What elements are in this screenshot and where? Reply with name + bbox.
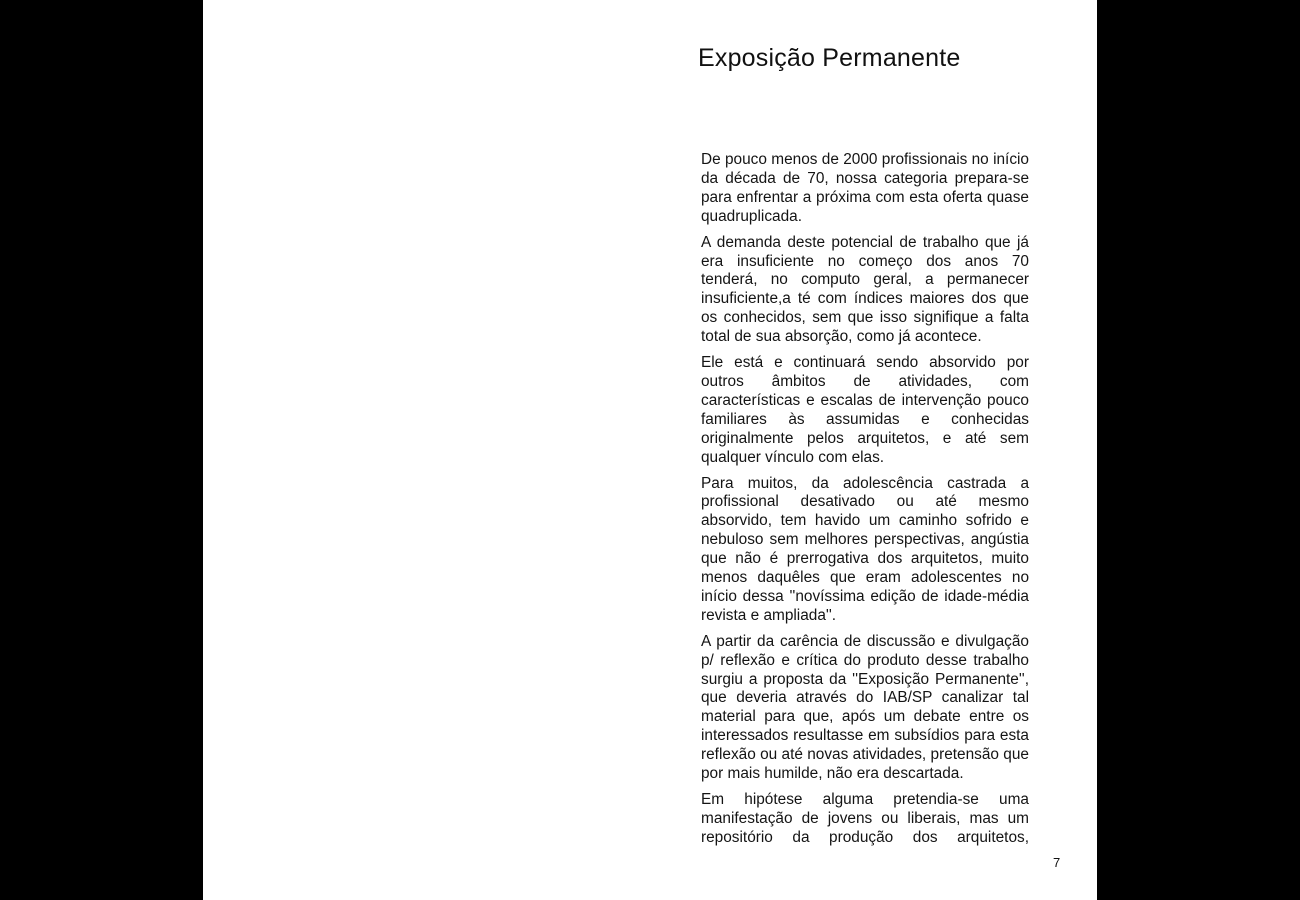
page-number: 7 [1053, 855, 1061, 870]
document-page [203, 0, 1097, 900]
paragraph: Para muitos, da adolescência castrada a profissional desativado ou até mesmo absorvido, tem havido um caminho sofrido e nebuloso sem melhores perspectivas, angústia que não é prerrogativa dos arquitetos, muito menos daquêles que eram adolescentes no início dessa ''novíssima edição de idade-média revista e ampliada''. [701, 474, 1029, 624]
paragraph: De pouco menos de 2000 profissionais no início da década de 70, nossa categoria prepara-se para enfrentar a próxima com esta oferta quase quadruplicada. [701, 151, 1029, 225]
paragraph: Em hipótese alguma pretendia-se uma manifestação de jovens ou liberais, mas um repositório da produção dos arquitetos, [701, 791, 1029, 846]
page-title: Exposição Permanente [698, 44, 961, 72]
paragraph: A demanda deste potencial de trabalho que já era insuficiente no começo dos anos 70 tenderá, no computo geral, a permanecer insuficiente,a té com índices maiores dos que os conhecidos, sem que isso signifique a falta total de sua absorção, como já acontece. [701, 233, 1029, 346]
paragraph: A partir da carência de discussão e divulgação p/ reflexão e crítica do produto desse trabalho surgiu a proposta da ''Exposição Permanente'', que deveria através do IAB/SP canalizar tal material para que, após um debate entre os interessados resultasse em subsídios para esta reflexão ou até novas atividades, pretensão que por mais humilde, não era descartada. [701, 632, 1029, 783]
paragraph: Ele está e continuará sendo absorvido por outros âmbitos de atividades, com características e escalas de intervenção pouco familiares às assumidas e conhecidas originalmente pelos arquitetos, e até sem qualquer vínculo com elas. [701, 354, 1029, 466]
body-text [701, 151, 1029, 855]
